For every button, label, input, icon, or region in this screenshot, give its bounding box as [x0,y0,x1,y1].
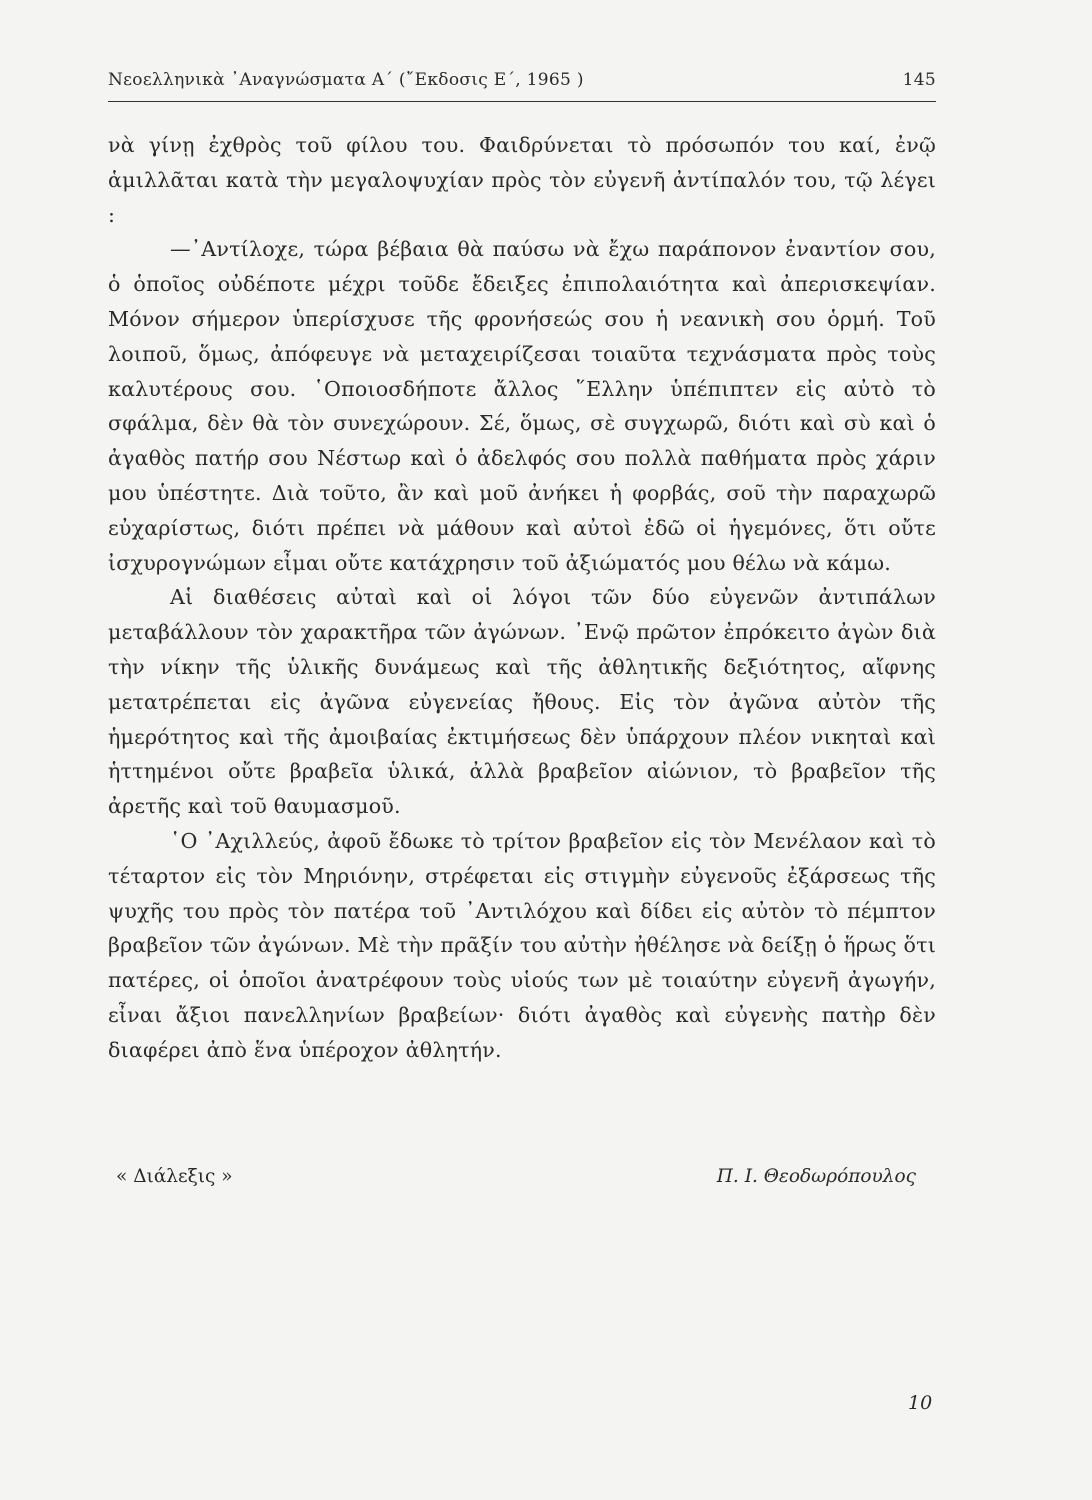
author-name: Π. Ι. Θεοδωρόπουλος [716,1166,916,1187]
signature-mark: 10 [908,1392,933,1414]
page-number: 145 [902,70,936,90]
running-title: Νεοελληνικὰ ᾿Αναγνώσματα Α΄ (῎Εκδοσις Ε΄, 1965 ) [108,70,584,90]
header-rule [108,101,936,102]
paragraph-2: —᾿Αντίλοχε, τώρα βέβαια θὰ παύσω νὰ ἔχω παράπονον ἐναντίον σου, ὁ ὁποῖος οὐδέποτε μέχρι τοῦδε ἔδειξες ἐπιπολαιότητα καὶ ἀπερισκεψίαν. Μόνον σήμερον ὑπερίσχυσε τῆς φρονήσεώς σου ἡ νεανικὴ σου ὁρμή. Τοῦ λοιποῦ, ὅμως, ἀπόφευγε νὰ μεταχειρίζεσαι τοιαῦτα τεχνάσματα πρὸς τοὺς καλυτέρους σου. ῾Οποιοσδήποτε ἄλλος ῞Ελλην ὑπέπιπτεν εἰς αὐτὸ τὸ σφάλμα, δὲν θὰ τὸν συνεχώρουν. Σέ, ὅμως, σὲ συγχωρῶ, διότι καὶ σὺ καὶ ὁ ἀγαθὸς πατήρ σου Νέστωρ καὶ ὁ ἀδελφός σου πολλὰ παθήματα πρὸς χάριν μου ὑπέστητε. Διὰ τοῦτο, ἂν καὶ μοῦ ἀνήκει ἡ φορβάς, σοῦ τὴν παραχωρῶ εὐχαρίστως, διότι πρέπει νὰ μάθουν καὶ αὐτοὶ ἐδῶ οἱ ἡγεμόνες, ὅτι οὔτε ἰσχυρογνώμων εἶμαι οὔτε κατάχρησιν τοῦ ἀξιώματός μου θέλω νὰ κάμω. [108,237,936,575]
source-title: « Διάλεξις » [116,1166,233,1187]
paragraph-4: ῾Ο ᾿Αχιλλεύς, ἀφοῦ ἔδωκε τὸ τρίτον βραβεῖον εἰς τὸν Μενέλαον καὶ τὸ τέταρτον εἰς τὸν Μηριόνην, στρέφεται εἰς στιγμὴν εὐγενοῦς ἐξάρσεως τῆς ψυχῆς του πρὸς τὸν πατέρα τοῦ ᾿Αντιλόχου καὶ δίδει εἰς αὐτὸν τὸ πέμπτον βραβεῖον τῶν ἀγώνων. Μὲ τὴν πρᾶξίν του αὐτὴν ἠθέλησε νὰ δείξῃ ὁ ἥρως ὅτι πατέρες, οἱ ὁποῖοι ἀνατρέφουν τοὺς υἱούς των μὲ τοιαύτην εὐγενῆ ἀγωγήν, εἶναι ἄξιοι πανελληνίων βραβείων· διότι ἀγαθὸς καὶ εὐγενὴς πατὴρ δὲν διαφέρει ἀπὸ ἕνα ὑπέροχον ἀθλητήν. [108,828,936,1062]
text-body [108,128,936,1068]
paragraph-1: νὰ γίνῃ ἐχθρὸς τοῦ φίλου του. Φαιδρύνεται τὸ πρόσωπόν του καί, ἐνῷ ἁμιλλᾶται κατὰ τὴν μεγαλοψυχίαν πρὸς τὸν εὐγενῆ ἀντίπαλόν του, τῷ λέγει : [108,133,936,227]
paragraph-3: Αἱ διαθέσεις αὐταὶ καὶ οἱ λόγοι τῶν δύο εὐγενῶν ἀντιπάλων μεταβάλλουν τὸν χαρακτῆρα τῶν ἀγώνων. ᾿Ενῷ πρῶτον ἐπρόκειτο ἀγὼν διὰ τὴν νίκην τῆς ὑλικῆς δυνάμεως καὶ τῆς ἀθλητικῆς δεξιότητος, αἴφνης μετατρέπεται εἰς ἀγῶνα εὐγενείας ἤθους. Εἰς τὸν ἀγῶνα αὐτὸν τῆς ἡμερότητος καὶ τῆς ἀμοιβαίας ἐκτιμήσεως δὲν ὑπάρχουν πλέον νικηταὶ καὶ ἡττημένοι οὔτε βραβεῖα ὑλικά, ἀλλὰ βραβεῖον αἰώνιον, τὸ βραβεῖον τῆς ἀρετῆς καὶ τοῦ θαυμασμοῦ. [108,585,936,819]
